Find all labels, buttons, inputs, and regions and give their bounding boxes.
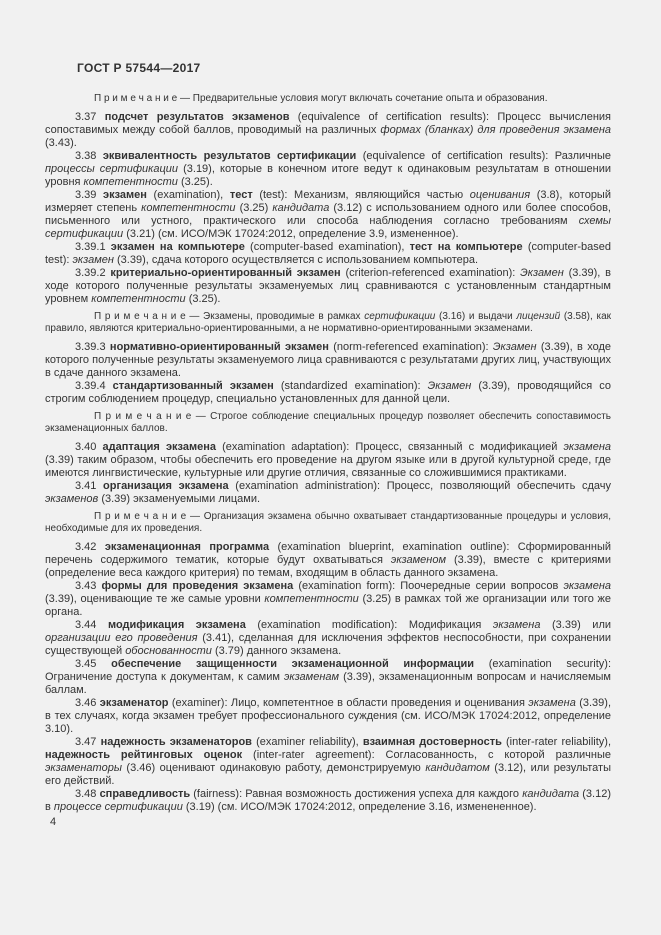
text-run: (3.39), оценивающие те же самые уровни (45, 593, 265, 605)
term-paragraph (45, 341, 611, 380)
note-paragraph (45, 411, 611, 435)
text-run: (computer-based examination), (244, 241, 410, 253)
term-paragraph (45, 480, 611, 506)
term-paragraph (45, 267, 611, 306)
text-run: справедливость (99, 788, 191, 800)
text-run: (3.43). (45, 137, 77, 149)
text-run: Экзамен (520, 267, 564, 279)
text-run: (3.12), или результаты его действий. (45, 762, 611, 787)
text-run: надежность экзаменаторов (100, 736, 252, 748)
text-run: обеспечение защищенности экзаменационной информации (111, 658, 474, 670)
text-run: (3.16) и выдачи (435, 311, 517, 322)
text-run: 3.39.2 (75, 267, 111, 279)
text-run: 3.43 (75, 580, 102, 592)
text-run: 3.41 (75, 480, 104, 492)
text-run: (3.58), как правило, являются критериально-ориентированными, а не нормативно-ориентированными экзаменами. (45, 311, 612, 334)
term-paragraph (45, 111, 611, 150)
text-run: П р и м е ч а н и е — Экзамены, проводимые в рамках (94, 311, 365, 322)
text-run: (3.46) оценивают одинаковую работу, демонстрируемую (121, 762, 426, 774)
text-run: (3.39) таким образом, чтобы обеспечить его проведение на другом языке или в другой культурной среде, где имеются лингвистические, культурные или другие отличия, связанные со сложившимися практиками. (45, 454, 611, 479)
text-run: экзамена (528, 697, 576, 709)
text-run: подсчет результатов экзаменов (104, 111, 290, 123)
text-run: Экзамен (492, 341, 537, 353)
text-run: (examination blueprint, examination outline): Сформированный перечень содержимого тематик, которые будут охватываться (45, 541, 611, 566)
text-run: процессы сертификации (45, 163, 178, 175)
text-run: (examiner): Лицо, компетентное в области проведения и оценивания (168, 697, 529, 709)
text-run: (equivalence of certification results): Различные (356, 150, 612, 162)
text-run: (3.19) (см. ИСО/МЭК 17024:2012, определение 3.16, изменененное). (182, 801, 537, 813)
text-run: (3.39) или (540, 619, 612, 631)
text-run: П р и м е ч а н и е — Организация экзамена обычно охватывает стандартизованные процедуры и условия, необходимые для их проведения. (45, 511, 611, 534)
text-run: модификация экзамена (107, 619, 246, 631)
text-run: экзаменаторы (45, 762, 122, 774)
text-run: 3.45 (75, 658, 112, 670)
text-run: (3.39), сдача которого осуществляется с использованием компьютера. (113, 254, 479, 266)
page-number: 4 (50, 816, 57, 828)
term-paragraph (45, 658, 611, 697)
text-run: экзаменационная программа (104, 541, 270, 553)
text-run: 3.39.4 (75, 380, 113, 392)
text-run: экзаменом (390, 554, 447, 566)
text-run: тест (229, 189, 253, 201)
text-run: формах (бланках) для проведения экзамена (380, 124, 611, 136)
text-run: (3.25). (185, 293, 221, 305)
text-run: экзаменам (283, 671, 340, 683)
text-run: схемы сертификации (45, 215, 611, 240)
text-run: 3.39.3 (75, 341, 110, 353)
text-run: экзаменов (45, 493, 99, 505)
text-run: (examination), (146, 189, 230, 201)
text-run: экзамена (492, 619, 541, 631)
text-run: эквивалентность результатов сертификации (102, 150, 357, 162)
text-run: (3.8), который измеряет степень (45, 189, 611, 214)
text-run: (test): Механизм, являющийся частью (252, 189, 470, 201)
term-paragraph (45, 441, 611, 480)
text-run: (3.39), в ходе которого полученные результаты экзаменуемого лица сравниваются с результатами других лиц, участвующих в сдаче данного экзамена. (45, 341, 611, 379)
text-run: 3.46 (75, 697, 100, 709)
term-paragraph (45, 580, 611, 619)
text-run: экзамена (563, 580, 611, 592)
text-run: П р и м е ч а н и е — Предварительные условия могут включать сочетание опыта и образования. (94, 93, 548, 104)
text-run: (examiner reliability), (251, 736, 363, 748)
text-run: кандидата (272, 202, 330, 214)
document-body (45, 88, 611, 829)
text-run: экзамен на компьютере (110, 241, 245, 253)
term-paragraph (45, 697, 611, 736)
text-run: тест на компьютере (409, 241, 523, 253)
text-run: (computer-based test): (45, 241, 611, 266)
text-run: стандартизованный экзамен (112, 380, 274, 392)
text-run: 3.38 (75, 150, 103, 162)
text-run: формы для проведения экзамена (101, 580, 294, 592)
text-run: (3.39), в ходе которого полученные результаты экзаменуемых лиц сравниваются с установленным стандартным уровнем (45, 267, 611, 305)
text-run: (3.39), вместе с критериями (определение веса каждого критерия) по темам, входящим в область данного экзамена. (45, 554, 611, 579)
text-run: (3.12) в (45, 788, 612, 813)
text-run: (equivalence of certification results): Процесс вычисления сопоставимых между собой баллов, проводимый на различных (45, 111, 612, 136)
text-run: 3.44 (75, 619, 108, 631)
text-run: экзаменатор (99, 697, 169, 709)
text-run: 3.40 (75, 441, 103, 453)
text-run: организации его проведения (45, 632, 198, 644)
text-run: (fairness): Равная возможность достижения успеха для каждого (190, 788, 523, 800)
text-run: (3.79) данного экзамена. (211, 645, 342, 657)
term-paragraph (45, 736, 611, 788)
text-run: (3.12) с использованием одного или более способов, письменного или устного, практического или способа наблюдения согласно требованиям (45, 202, 611, 227)
text-run: (examination security): Ограничение доступа к документам, к самим (45, 658, 611, 683)
text-run: 3.48 (75, 788, 100, 800)
text-run: процессе сертификации (53, 801, 183, 813)
text-run: П р и м е ч а н и е — Строгое соблюдение специальных процедур позволяет обеспечить сопоставимость экзаменационных баллов. (45, 411, 611, 434)
text-run: (3.39), экзаменационным вопросам и начисляемым баллам. (45, 671, 611, 696)
text-run: кандидата (522, 788, 580, 800)
text-run: (inter-rater agreement): Согласованность, с которой различные (242, 749, 611, 761)
term-paragraph (45, 380, 611, 406)
term-paragraph (45, 788, 611, 814)
text-run: (3.19), которые в конечном итоге ведут к одинаковым результатам в отношении уровня (45, 163, 611, 188)
text-run: (norm-referenced examination): (328, 341, 493, 353)
term-paragraph (45, 150, 611, 189)
text-run: 3.37 (75, 111, 105, 123)
note-paragraph (45, 511, 611, 535)
text-run: компетентности (264, 593, 359, 605)
term-paragraph (45, 541, 611, 580)
text-run: (3.39), в тех случаях, когда экзамен требует профессионального суждения (см. ИСО/МЭК 17024:2012, определение 3.10). (45, 697, 611, 735)
text-run: критериально-ориентированный экзамен (110, 267, 341, 279)
text-run: (3.39) экзаменуемыми лицами. (98, 493, 261, 505)
text-run: адаптация экзамена (102, 441, 216, 453)
document-header: ГОСТ Р 57544—2017 (77, 61, 201, 75)
text-run: лицензий (516, 311, 561, 322)
text-run: (3.25) (235, 202, 273, 214)
text-run: Экзамен (427, 380, 472, 392)
text-run: взаимная достоверность (362, 736, 502, 748)
text-run: (examination modification): Модификация (245, 619, 493, 631)
text-run: обоснованности (125, 645, 212, 657)
text-run: 3.39.1 (75, 241, 111, 253)
text-run: (3.25). (177, 176, 213, 188)
text-run: (standardized examination): (273, 380, 428, 392)
text-run: экзамен (103, 189, 147, 201)
text-run: организация экзамена (103, 480, 229, 492)
text-run: компетентности (141, 202, 236, 214)
text-run: (criterion-referenced examination): (340, 267, 521, 279)
text-run: экзамен (72, 254, 114, 266)
text-run: (examination adaptation): Процесс, связанный с модификацией (216, 441, 564, 453)
note-paragraph (45, 311, 611, 335)
text-run: оценивания (469, 189, 531, 201)
text-run: компетентности (91, 293, 186, 305)
term-paragraph (45, 241, 611, 267)
term-paragraph (45, 189, 611, 241)
text-run: кандидатом (425, 762, 490, 774)
text-run: 3.42 (75, 541, 105, 553)
text-run: (examination administration): Процесс, позволяющий обеспечить сдачу (228, 480, 611, 492)
text-run: (3.25) в рамках той же организации или того же органа. (45, 593, 611, 618)
text-run: сертификации (364, 311, 436, 322)
text-run: (3.21) (см. ИСО/МЭК 17024:2012, определение 3.9, измененное). (123, 228, 459, 240)
text-run: надежность рейтинговых оценок (45, 749, 243, 761)
note-paragraph (45, 93, 611, 105)
text-run: экзамена (563, 441, 612, 453)
text-run: (inter-rater reliability), (501, 736, 612, 748)
text-run: (3.41), сделанная для исключения эффектов неспособности, при сохранении существующей (45, 632, 611, 657)
text-run: компетентности (83, 176, 178, 188)
text-run: (examination form): Поочередные серии вопросов (293, 580, 564, 592)
text-run: (3.39), проводящийся со строгим соблюдением процедур, специально установленных для данной цели. (45, 380, 611, 405)
text-run: 3.47 (75, 736, 101, 748)
text-run: 3.39 (75, 189, 104, 201)
text-run: нормативно-ориентированный экзамен (109, 341, 329, 353)
term-paragraph (45, 619, 611, 658)
